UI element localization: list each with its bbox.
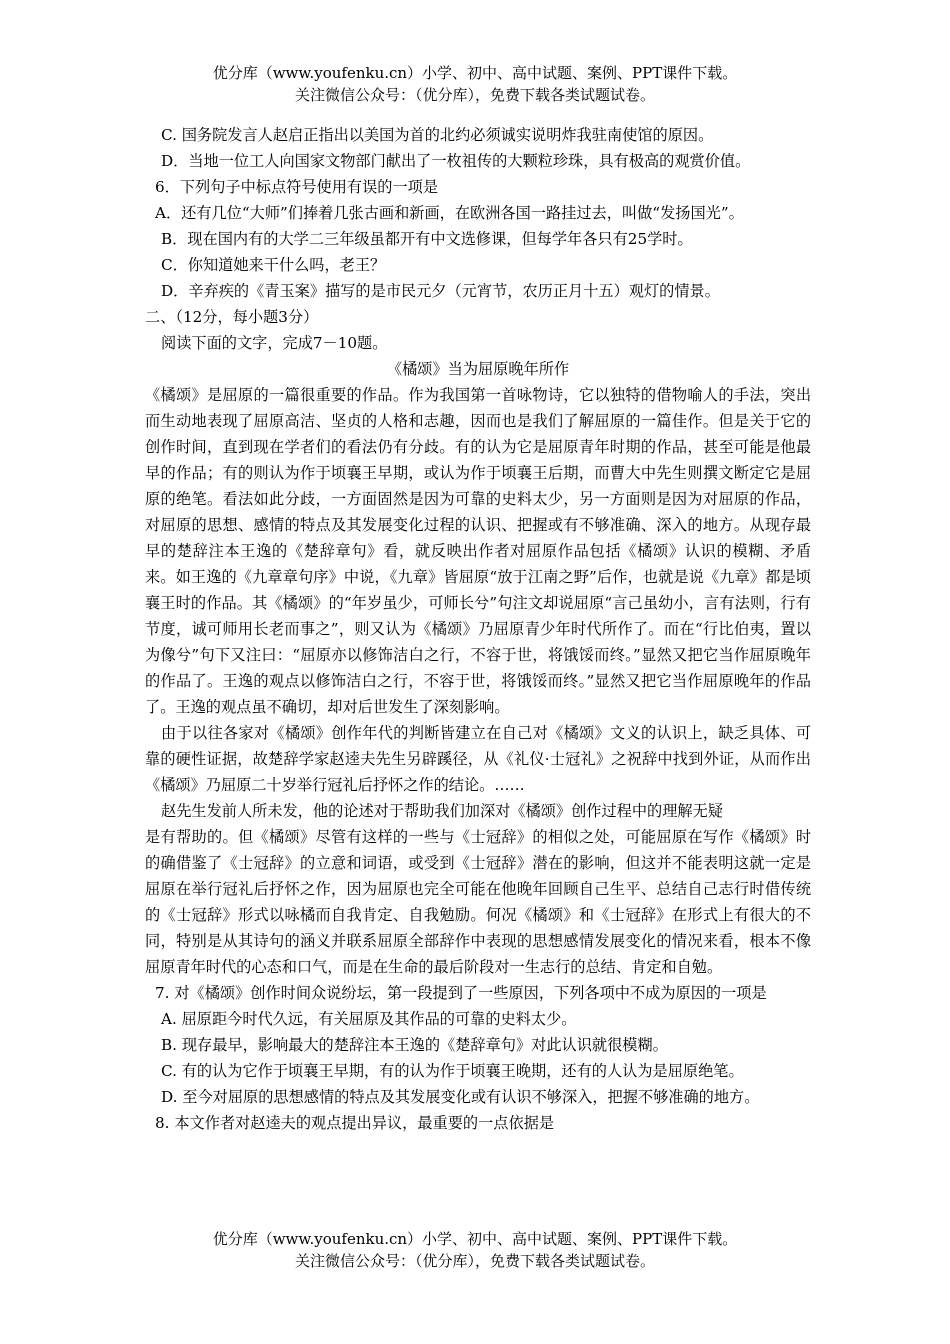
q7-option-b: B. 现存最早，影响最大的楚辞注本王逸的《楚辞章句》对此认识就很模糊。 xyxy=(161,1036,668,1054)
passage-paragraph-3-first-line: 赵先生发前人所未发，他的论述对于帮助我们加深对《橘颂》创作过程中的理解无疑 xyxy=(161,802,723,820)
q7-stem: 7. 对《橘颂》创作时间众说纷坛，第一段提到了一些原因，下列各项中不成为原因的一项是 xyxy=(155,984,767,1002)
q8-stem: 8. 本文作者对赵逵夫的观点提出异议，最重要的一点依据是 xyxy=(155,1114,555,1132)
passage-paragraph-2: 由于以往各家对《橘颂》创作年代的判断皆建立在自己对《橘颂》文义的认识上，缺乏具体、可靠的硬性证据，故楚辞学家赵逵夫先生另辟蹊径，从《礼仪·士冠礼》之祝辞中找到外证，从而作出《橘颂》乃屈原二十岁举行冠礼后抒怀之作的结论。…… xyxy=(145,724,811,794)
section-2-instruction: 阅读下面的文字，完成7－10题。 xyxy=(161,334,388,352)
q6-stem: 6．下列句子中标点符号使用有误的一项是 xyxy=(155,178,439,196)
footer-line-1: 优分库（www.youfenku.cn）小学、初中、高中试题、案例、PPT课件下载。 xyxy=(212,1230,738,1248)
header-line-2: 关注微信公众号：（优分库），免费下载各类试题试卷。 xyxy=(294,86,655,104)
footer-line-2: 关注微信公众号：（优分库），免费下载各类试题试卷。 xyxy=(294,1252,655,1270)
q7-option-d: D. 至今对屈原的思想感情的特点及其发展变化或有认识不够深入，把握不够准确的地方。 xyxy=(161,1088,760,1106)
q5-option-d: D．当地一位工人向国家文物部门献出了一枚祖传的大颗粒珍珠，具有极高的观赏价值。 xyxy=(161,152,751,170)
header-line-1: 优分库（www.youfenku.cn）小学、初中、高中试题、案例、PPT课件下载。 xyxy=(212,64,738,82)
q7-option-c: C. 有的认为它作于顷襄王早期，有的认为作于顷襄王晚期，还有的人认为是屈原绝笔。 xyxy=(161,1062,744,1080)
q6-option-a: A．还有几位“大师”们捧着几张古画和新画，在欧洲各国一路挂过去，叫做“发扬国光”。 xyxy=(155,204,744,222)
q6-option-b: B．现在国内有的大学二三年级虽都开有中文选修课，但每学年各只有25学时。 xyxy=(161,230,693,248)
document-body xyxy=(145,122,811,1136)
q7-option-a: A. 屈原距今时代久远，有关屈原及其作品的可靠的史料太少。 xyxy=(161,1010,577,1028)
passage-paragraph-3-rest: 是有帮助的。但《橘颂》尽管有这样的一些与《士冠辞》的相似之处，可能屈原在写作《橘颂》时的确借鉴了《士冠辞》的立意和词语，或受到《士冠辞》潜在的影响，但这并不能表明这就一定是屈原在举行冠礼后抒怀之作，因为屈原也完全可能在他晚年回顾自己生平、总结自己志行时借传统的《士冠辞》形式以咏橘而自我肯定、自我勉励。何况《橘颂》和《士冠辞》在形式上有很大的不同，特别是从其诗句的涵义并联系屈原全部辞作中表现的思想感情发展变化的情况来看，根本不像屈原青年时代的心态和口气，而是在生命的最后阶段对一生志行的总结、肯定和自勉。 xyxy=(145,828,811,976)
q5-option-c: C. 国务院发言人赵启正指出以美国为首的北约必须诚实说明炸我驻南使馆的原因。 xyxy=(161,126,714,144)
page-header xyxy=(0,62,950,106)
section-2-heading: 二、（12分，每小题3分） xyxy=(145,308,319,326)
q6-option-c: C．你知道她来干什么吗，老王？ xyxy=(161,256,386,274)
page-footer xyxy=(0,1228,950,1272)
q6-option-d: D．辛弃疾的《青玉案》描写的是市民元夕（元宵节，农历正月十五）观灯的情景。 xyxy=(161,282,720,300)
passage-title: 《橘颂》当为屈原晚年所作 xyxy=(386,360,570,378)
passage-paragraph-1: 《橘颂》是屈原的一篇很重要的作品。作为我国第一首咏物诗，它以独特的借物喻人的手法，突出而生动地表现了屈原高洁、坚贞的人格和志趣，因而也是我们了解屈原的一篇佳作。但是关于它的创作时间，直到现在学者们的看法仍有分歧。有的认为它是屈原青年时期的作品，甚至可能是他最早的作品；有的则认为作于顷襄王早期，或认为作于顷襄王后期，而曹大中先生则撰文断定它是屈原的绝笔。看法如此分歧，一方面固然是因为可靠的史料太少，另一方面则是因为对屈原的作品，对屈原的思想、感情的特点及其发展变化过程的认识、把握或有不够准确、深入的地方。从现存最早的楚辞注本王逸的《楚辞章句》看，就反映出作者对屈原作品包括《橘颂》认识的模糊、矛盾来。如王逸的《九章章句序》中说，《九章》皆屈原“放于江南之野”后作，也就是说《九章》都是顷襄王时的作品。其《橘颂》的“年岁虽少，可师长兮”句注文却说屈原“言己虽幼小，言有法则，行有节度，诚可师用长老而事之”，则又认为《橘颂》乃屈原青少年时代所作了。而在“行比伯夷，置以为像兮”句下又注曰：“屈原亦以修饰洁白之行，不容于世，将饿馁而终。”显然又把它当作屈原晚年的作品了。王逸的观点以修饰洁白之行，不容于世，将饿馁而终。”显然又把它当作屈原晚年的作品了。王逸的观点虽不确切，却对后世发生了深刻影响。 xyxy=(145,386,811,716)
